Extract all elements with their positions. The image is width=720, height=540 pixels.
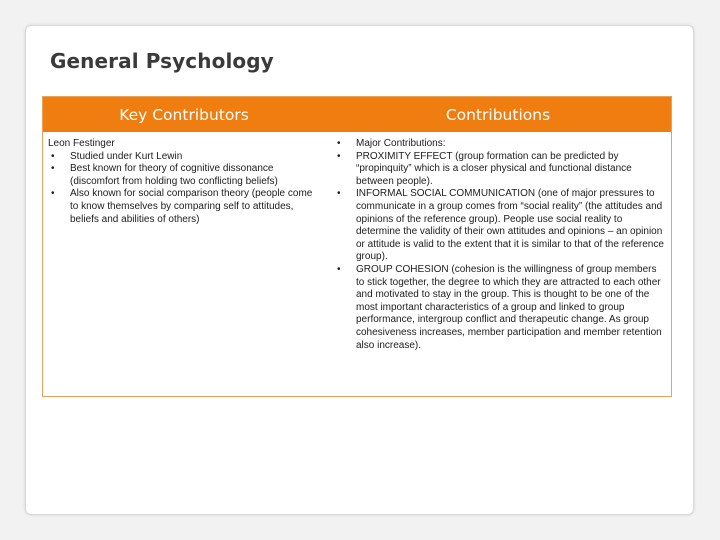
contributions-bullet-list xyxy=(334,138,665,352)
contribution-bullet: • GROUP COHESION (cohesion is the willingness of group members to stick together, the degree to which they are attracted to each other and motivated to stay in the group. This is thought to be one of the most important characteristics of a group and linked to group performance, intergroup conflict and therapeutic change. As group cohesiveness increases, member participation and member retention also increase). xyxy=(334,264,665,352)
table-header-row xyxy=(43,97,671,132)
contributor-bullet: • Also known for social comparison theory (people come to know themselves by comparing self to attitudes, beliefs and abilities of others) xyxy=(48,188,319,226)
contribution-bullet: • PROXIMITY EFFECT (group formation can be predicted by “propinquity” which is a closer physical and functional distance between people). xyxy=(334,151,665,189)
contribution-bullet: • Major Contributions: xyxy=(334,138,665,151)
header-contributions: Contributions xyxy=(445,105,551,124)
contributions-cell xyxy=(325,132,671,396)
slide-title: General Psychology xyxy=(50,49,274,73)
contributors-table xyxy=(42,96,672,397)
key-contributors-cell xyxy=(43,132,325,396)
contributor-bullet-list xyxy=(48,151,319,227)
contribution-bullet: • INFORMAL SOCIAL COMMUNICATION (one of major pressures to communicate in a group comes from “social reality” (the attitudes and opinions of the reference group). People use social reality to determine the validity of their own attitudes and opinions – an opinion or attitude is valid to the extent that it is similar to that of the reference group). xyxy=(334,188,665,264)
header-key-contributors: Key Contributors xyxy=(119,105,249,124)
contributor-name: Leon Festinger xyxy=(48,138,115,149)
contributor-bullet: • Studied under Kurt Lewin xyxy=(48,151,319,164)
contributor-bullet: • Best known for theory of cognitive dissonance (discomfort from holding two conflicting beliefs) xyxy=(48,163,319,188)
table-body-row xyxy=(43,132,671,396)
